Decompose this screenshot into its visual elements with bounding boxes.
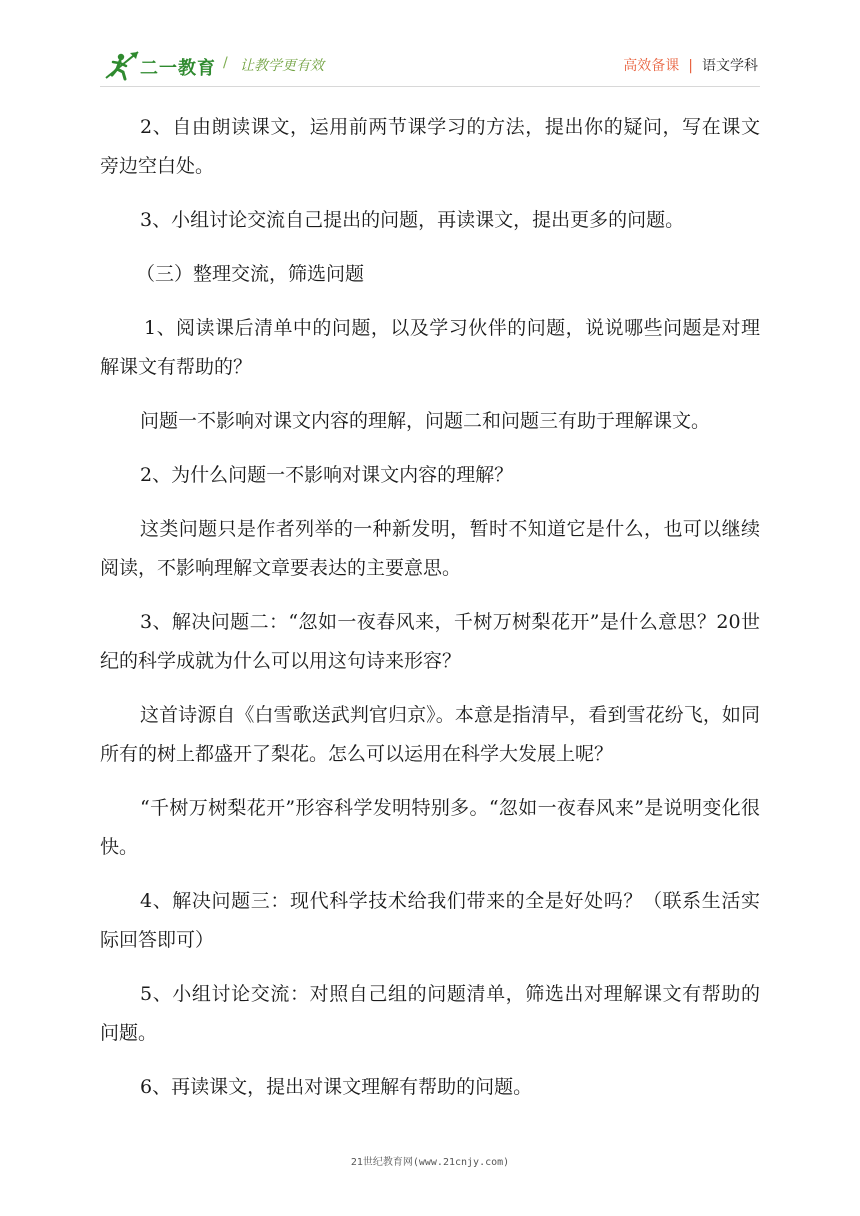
paragraph: 2、为什么问题一不影响对课文内容的理解？ [140,464,514,486]
paragraph: 这首诗源自《白雪歌送武判官归京》。本意是指清早，看到雪花纷飞，如同所有的树上都盛开了梨花。怎么可以运用在科学大发展上呢？ [100,704,760,765]
brand-slogan: 让教学更有效 [240,58,324,74]
header-divider [100,86,760,87]
page-footer: 21世纪教育网(www.21cnjy.com) [350,1157,510,1168]
paragraph: 4、解决问题三：现代科学技术给我们带来的全是好处吗？（联系生活实际回答即可） [100,890,760,951]
tag-separator: | [688,58,693,74]
tag-efficient-prep: 高效备课 [623,58,680,74]
paragraph: 3、小组讨论交流自己提出的问题，再读课文，提出更多的问题。 [140,209,685,231]
paragraph: 6、再读课文，提出对课文理解有帮助的问题。 [140,1076,533,1098]
brand-name: 二一教育 [140,58,216,79]
paragraph: 这类问题只是作者列举的一种新发明，暂时不知道它是什么，也可以继续阅读，不影响理解文章要表达的主要意思。 [100,518,760,579]
header-tags [623,55,758,75]
running-figure-logo-icon [104,50,140,82]
tag-subject: 语文学科 [702,58,758,74]
paragraph: 1、阅读课后清单中的问题，以及学习伙伴的问题，说说哪些问题是对理解课文有帮助的？ [100,317,760,378]
paragraph: “千树万树梨花开”形容科学发明特别多。“忽如一夜春风来”是说明变化很快。 [100,797,760,858]
page-header [100,46,760,86]
paragraph: 3、解决问题二：“忽如一夜春风来，千树万树梨花开”是什么意思？20世纪的科学成就为什么可以用这句诗来形容？ [100,611,760,672]
section-heading: （三）整理交流，筛选问题 [136,263,365,285]
document-body [100,108,760,1122]
paragraph: 问题一不影响对课文内容的理解，问题二和问题三有助于理解课文。 [140,410,711,432]
header-slash: / [223,55,228,71]
paragraph: 5、小组讨论交流：对照自己组的问题清单，筛选出对理解课文有帮助的问题。 [100,983,760,1044]
paragraph: 2、自由朗读课文，运用前两节课学习的方法，提出你的疑问，写在课文旁边空白处。 [100,116,760,177]
